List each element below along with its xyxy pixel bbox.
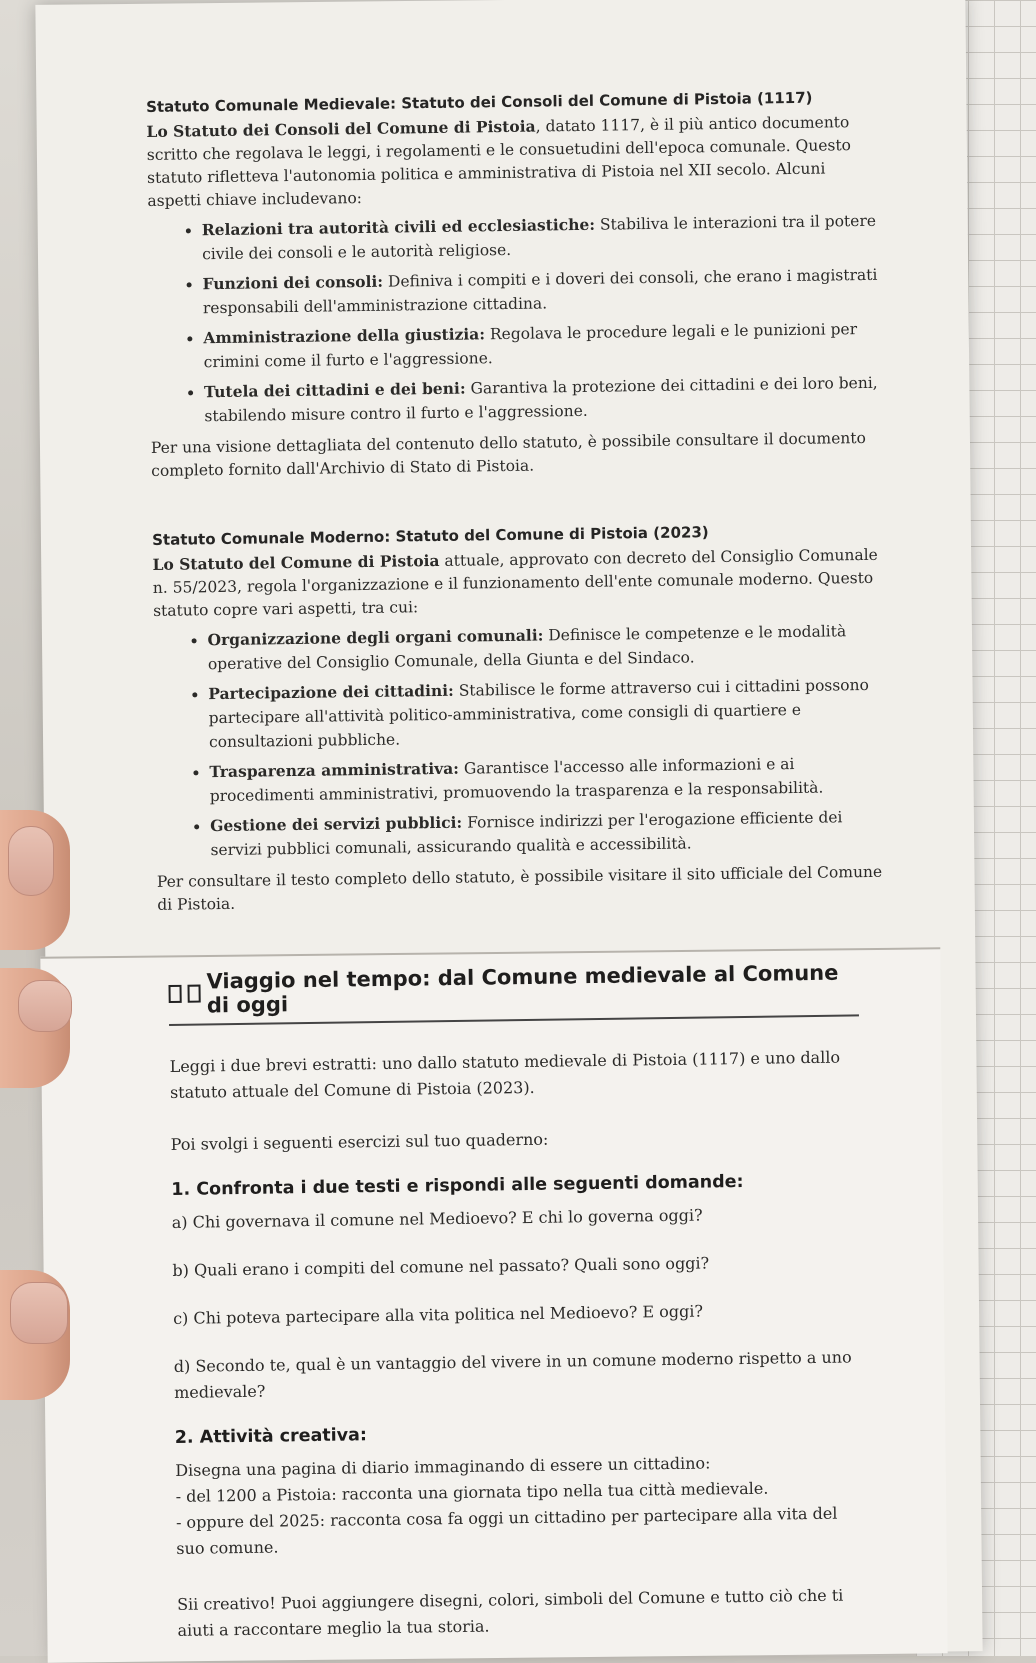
list-item: • Trasparenza amministrativa: Garantisce l'accesso alle informazioni e ai procedimenti amministrativi, promuovendo la trasparenza e la responsabilità. bbox=[209, 751, 886, 808]
worksheet-instruction: Poi svolgi i seguenti esercizi sul tuo quaderno: bbox=[170, 1129, 549, 1154]
exercise-2-line: - oppure del 2025: racconta cosa fa oggi un cittadino per partecipare alla vita del suo comune. bbox=[175, 1503, 838, 1558]
modern-intro: Lo Statuto del Comune di Pistoia attuale, approvato con decreto del Consiglio Comunale n. 55/2023, regola l'organizzazione e il funzionamento dell'ente comunale moderno. Questo statuto copre vari aspetti, tra cui: bbox=[152, 545, 878, 620]
list-item: • Funzioni dei consoli: Definiva i compiti e i doveri dei consoli, che erano i magistrati responsabili dell'amministrazione cittadina. bbox=[202, 263, 879, 320]
worksheet bbox=[168, 940, 868, 1644]
exercise-2-title: 2. Attività creativa: bbox=[174, 1425, 368, 1448]
fingernail-upper bbox=[8, 826, 54, 896]
fingernail-lower bbox=[10, 1282, 68, 1344]
worksheet-closing: Sii creativo! Puoi aggiungere disegni, colori, simboli del Comune e tutto ciò che ti aiuti a raccontare meglio la tua storia. bbox=[177, 1585, 844, 1640]
medieval-intro: Lo Statuto dei Consoli del Comune di Pistoia, datato 1117, è il più antico documento scritto che regolava le leggi, i regolamenti e le consuetudini dell'epoca comunale. Questo statuto rifletteva l'autonomia politica e amministrativa di Pistoia nel XII secolo. Alcuni aspetti chiave includevano: bbox=[146, 113, 852, 210]
missing-glyph-icon bbox=[188, 985, 201, 1003]
medieval-aspects-list bbox=[148, 209, 881, 429]
modern-aspects-list bbox=[153, 619, 886, 863]
question-c: c) Chi poteva partecipare alla vita politica nel Medioevo? E oggi? bbox=[173, 1301, 704, 1328]
worksheet-heading: Viaggio nel tempo: dal Comune medievale al Comune di oggi bbox=[168, 960, 859, 1026]
statute-texts bbox=[146, 88, 887, 917]
fingernail-middle bbox=[18, 980, 72, 1032]
exercise-1-title: 1. Confronta i due testi e rispondi alle seguenti domande: bbox=[171, 1171, 744, 1200]
exercise-2-line: Disegna una pagina di diario immaginando di essere un cittadino: bbox=[175, 1453, 711, 1480]
question-d: d) Secondo te, qual è un vantaggio del vivere in un comune moderno rispetto a uno medievale? bbox=[173, 1347, 852, 1402]
missing-glyph-icon bbox=[168, 985, 181, 1003]
modern-statute-title: Statuto Comunale Moderno: Statuto del Comune di Pistoia (2023) bbox=[152, 523, 709, 549]
question-a: a) Chi governava il comune nel Medioevo? E chi lo governa oggi? bbox=[171, 1205, 703, 1232]
worksheet-intro: Leggi i due brevi estratti: uno dallo statuto medievale di Pistoia (1117) e uno dallo statuto attuale del Comune di Pistoia (2023). bbox=[169, 1047, 841, 1102]
medieval-closing: Per una visione dettagliata del contenuto dello statuto, è possibile consultare il documento completo fornito dall'Archivio di Stato di Pistoia. bbox=[150, 428, 866, 480]
modern-closing: Per consultare il testo completo dello statuto, è possibile visitare il sito ufficiale del Comune di Pistoia. bbox=[156, 862, 883, 914]
list-item: • Organizzazione degli organi comunali: Definisce le competenze e le modalità operative del Consiglio Comunale, della Giunta e del Sindaco. bbox=[207, 619, 884, 676]
list-item: • Amministrazione della giustizia: Regolava le procedure legali e le punizioni per crimini come il furto e l'aggressione. bbox=[203, 317, 880, 374]
list-item: • Tutela dei cittadini e dei beni: Garantiva la protezione dei cittadini e dei loro beni, stabilendo misure contro il furto e l'aggressione. bbox=[204, 371, 881, 428]
question-b: b) Quali erano i compiti del comune nel passato? Quali sono oggi? bbox=[172, 1253, 710, 1280]
list-item: • Relazioni tra autorità civili ed ecclesiastiche: Stabiliva le interazioni tra il potere civile dei consoli e le autorità religiose. bbox=[202, 209, 879, 266]
medieval-statute-title: Statuto Comunale Medievale: Statuto dei Consoli del Comune di Pistoia (1117) bbox=[146, 88, 813, 116]
list-item: • Partecipazione dei cittadini: Stabilisce le forme attraverso cui i cittadini possono partecipare all'attività politico-amministrativa, come consigli di quartiere e consultazioni pubbliche. bbox=[208, 673, 885, 754]
list-item: • Gestione dei servizi pubblici: Fornisce indirizzi per l'erogazione efficiente dei servizi pubblici comunali, assicurando qualità e accessibilità. bbox=[210, 805, 887, 862]
exercise-2-line: - del 1200 a Pistoia: racconta una giornata tipo nella tua città medievale. bbox=[175, 1478, 769, 1506]
